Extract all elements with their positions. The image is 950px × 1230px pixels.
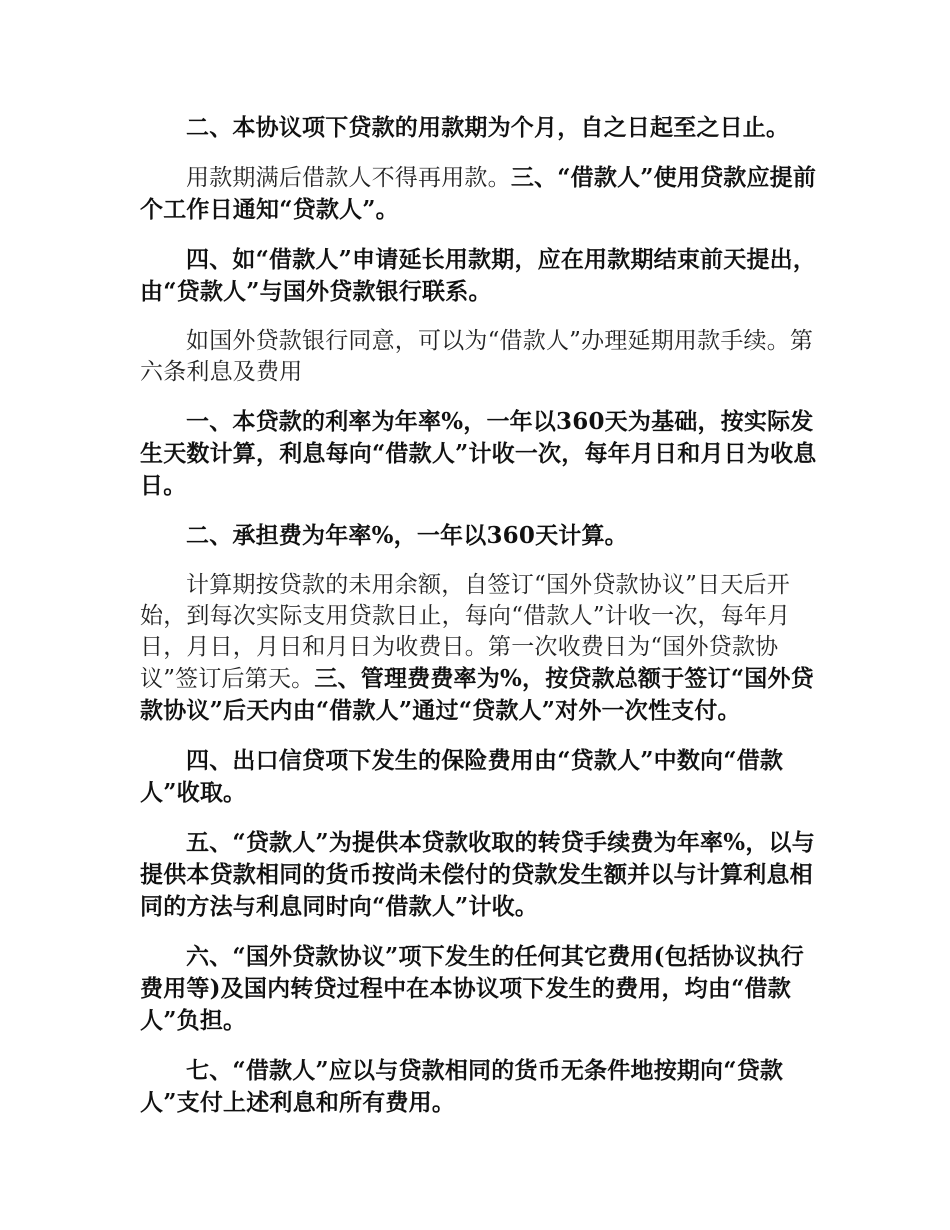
paragraph-4 bbox=[140, 326, 820, 388]
paragraph-text: 如国外贷款银行同意，可以为“借款人”办理延期用款手续。第六条利息及费用 bbox=[140, 328, 814, 385]
paragraph-7 bbox=[140, 570, 820, 727]
paragraph-6 bbox=[140, 520, 820, 552]
paragraph-text: 一、本贷款的利率为年率%，一年以360天为基础，按实际发生天数计算，利息每向“借款人”计收一次，每年月日和月日为收息日。 bbox=[140, 408, 817, 499]
paragraph-text: 四、如“借款人”申请延长用款期，应在用款期结束前天提出，由“贷款人”与国外贷款银行联系。 bbox=[140, 246, 817, 305]
paragraph-text: 二、承担费为年率%，一年以360天计算。 bbox=[186, 522, 628, 549]
paragraph-9 bbox=[140, 827, 820, 923]
paragraph-5 bbox=[140, 406, 820, 502]
paragraph-text: 三、管理费费率为%，按贷款总额于签订“国外贷款协议”后天内由“借款人”通过“贷款人”对外一次性支付。 bbox=[140, 665, 814, 724]
paragraph-2 bbox=[140, 162, 820, 226]
paragraph-text: 六、“国外贷款协议”项下发生的任何其它费用(包括协议执行费用等)及国内转贷过程中在本协议项下发生的费用，均由“借款人”负担。 bbox=[140, 943, 804, 1034]
document-body bbox=[140, 112, 820, 1137]
paragraph-text: 三、“借款人”使用贷款应提前个工作日通知“贷款人”。 bbox=[140, 164, 817, 223]
paragraph-text: 五、“贷款人”为提供本贷款收取的转贷手续费为年率%，以与提供本贷款相同的货币按尚未偿付的贷款发生额并以与计算利息相同的方法与利息同时向“借款人”计收。 bbox=[140, 829, 815, 920]
paragraph-text: 七、“借款人”应以与贷款相同的货币无条件地按期向“贷款人”支付上述利息和所有费用。 bbox=[140, 1057, 784, 1116]
paragraph-1 bbox=[140, 112, 820, 144]
paragraph-text: 二、本协议项下贷款的用款期为个月，自之日起至之日止。 bbox=[186, 114, 790, 141]
paragraph-text: 四、出口信贷项下发生的保险费用由“贷款人”中数向“借款人”收取。 bbox=[140, 747, 784, 806]
paragraph-10 bbox=[140, 941, 820, 1037]
paragraph-11 bbox=[140, 1055, 820, 1119]
paragraph-3 bbox=[140, 244, 820, 308]
paragraph-8 bbox=[140, 745, 820, 809]
paragraph-text: 计算期按贷款的未用余额，自签订“国外贷款协议”日天后开始，到每次实际支用贷款日止，每向“借款人”计收一次，每年月日，月日，月日和月日为收费日。第一次收费日为“国外贷款协议”签订后第天。 bbox=[140, 572, 791, 692]
paragraph-text: 用款期满后借款人不得再用款。 bbox=[186, 165, 511, 191]
